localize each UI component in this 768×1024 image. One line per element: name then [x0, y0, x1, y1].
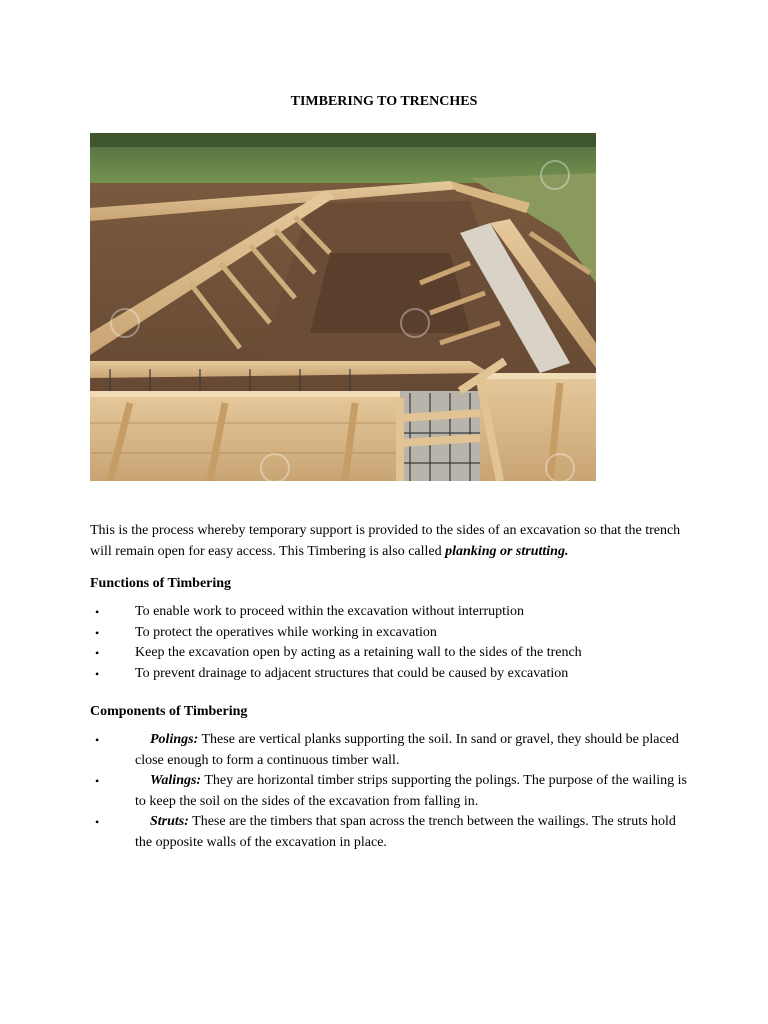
intro-text: This is the process whereby temporary support is provided to the sides of an excavation so that the trench will remain open for easy access. This Timbering is also called [90, 523, 681, 559]
component-term: Polings: [150, 732, 199, 747]
function-text: To enable work to proceed within the excavation without interruption [135, 604, 524, 619]
components-list [90, 730, 690, 854]
list-item [90, 643, 690, 664]
bullet-icon: • [95, 605, 100, 619]
function-text: Keep the excavation open by acting as a retaining wall to the sides of the trench [135, 645, 582, 661]
intro-emphasis: planking or strutting. [445, 543, 569, 559]
functions-heading: Functions of Timbering [90, 576, 232, 591]
function-text: To prevent drainage to adjacent structures that could be caused by excavation [135, 665, 569, 681]
component-term: Struts: [150, 814, 189, 830]
component-term: Walings: [150, 773, 202, 789]
component-text: These are the timbers that span across the trench between the wailings. The struts hold the opposite walls of the excavation in place. [135, 814, 676, 850]
list-item [90, 771, 690, 812]
bullet-icon: • [95, 733, 100, 747]
list-item [90, 730, 690, 771]
bullet-icon: • [95, 666, 100, 681]
list-item [90, 623, 690, 644]
bullet-icon: • [95, 646, 100, 661]
component-text: These are vertical planks supporting the soil. In sand or gravel, they should be placed close enough to form a continuous timber wall. [135, 732, 679, 768]
page-title: TIMBERING TO TRENCHES [290, 94, 478, 109]
component-text: They are horizontal timber strips supporting the polings. The purpose of the wailing is to keep the soil on the sides of the excavation from falling in. [135, 773, 687, 809]
list-item [90, 602, 690, 623]
intro-paragraph [90, 521, 690, 562]
bullet-icon: • [95, 625, 100, 640]
trench-timbering-photo [90, 133, 596, 481]
bullet-icon: • [95, 774, 100, 789]
bullet-icon: • [95, 815, 100, 830]
list-item [90, 812, 690, 853]
components-heading: Components of Timbering [90, 704, 248, 719]
functions-list [90, 602, 690, 684]
function-text: To protect the operatives while working in excavation [135, 624, 437, 640]
list-item [90, 664, 690, 685]
